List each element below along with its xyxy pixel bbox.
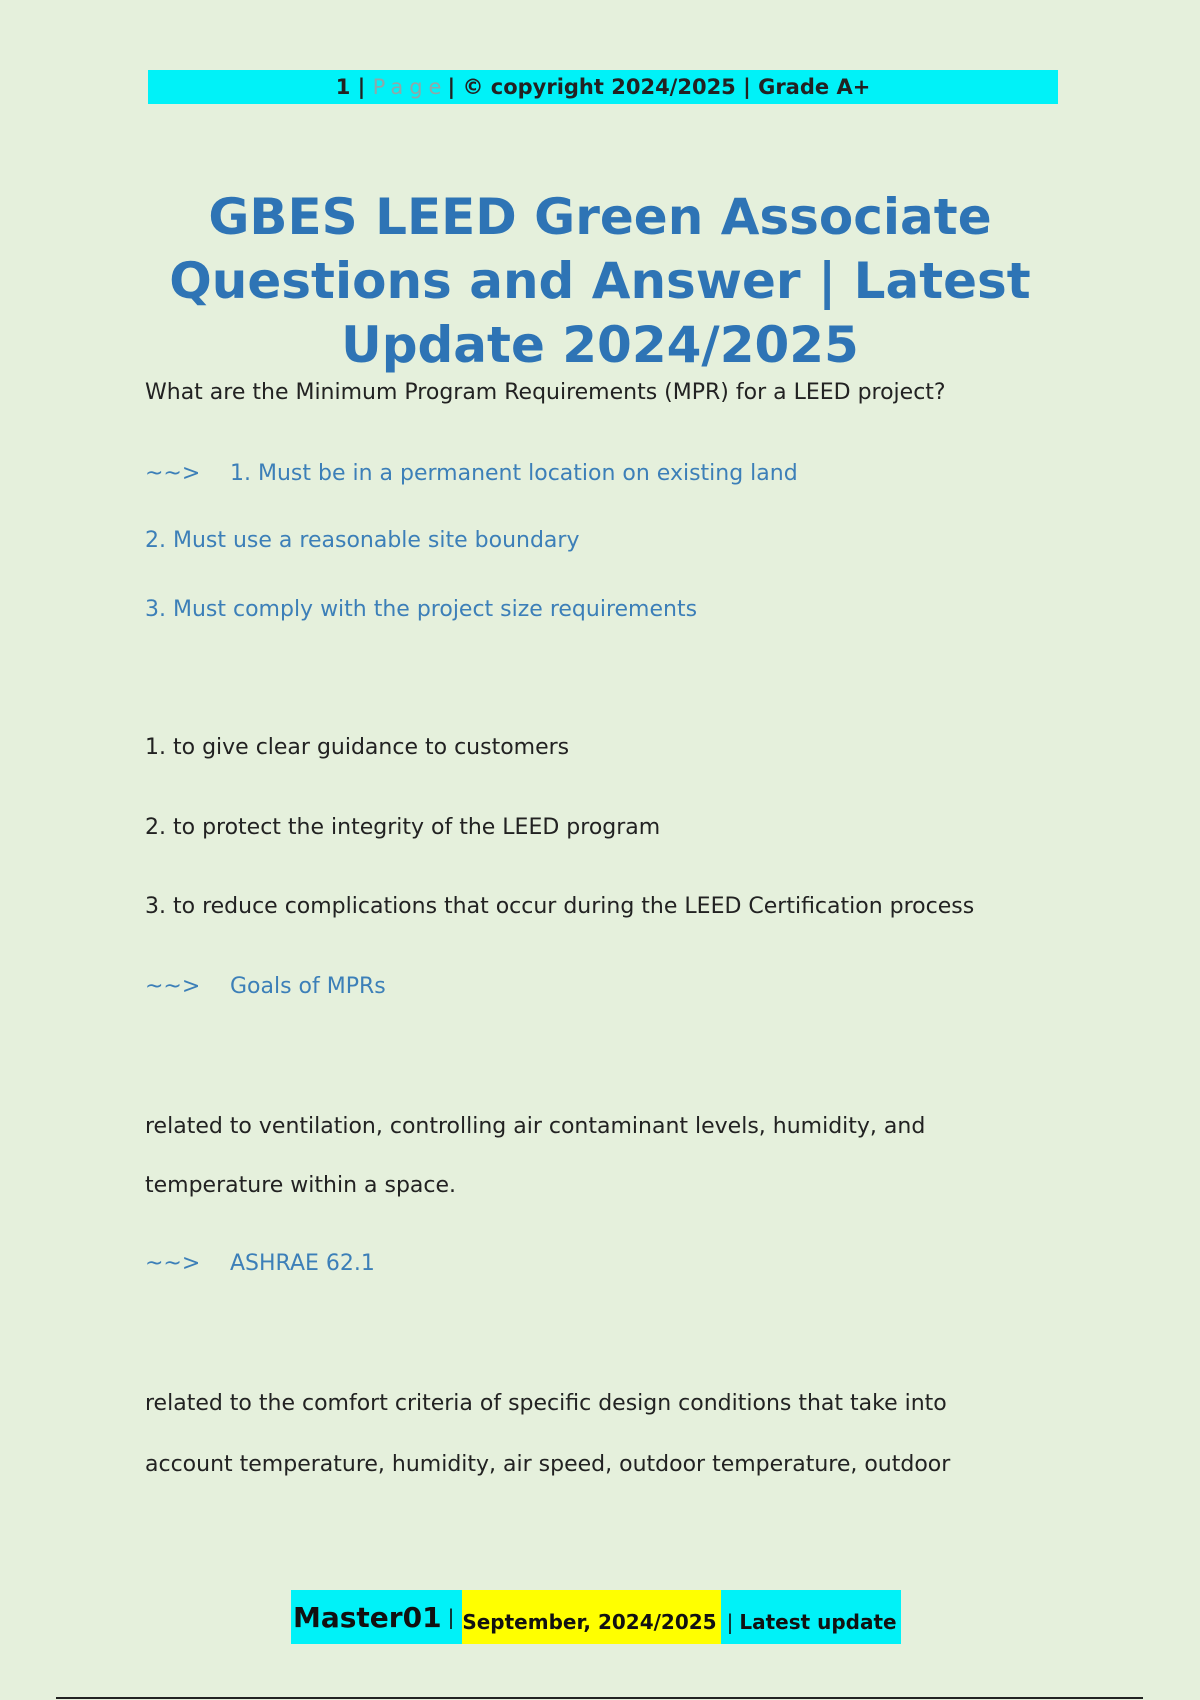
title-line: Update 2024/2025 — [341, 316, 859, 374]
page-title — [100, 185, 1100, 377]
question-line: account temperature, humidity, air speed, outdoor temperature, outdoor — [145, 1452, 951, 1477]
answer-text — [145, 461, 798, 486]
answer-text — [145, 1251, 375, 1276]
footer-author: Master01 — [293, 1600, 442, 1634]
question-line: related to the comfort criteria of specific design conditions that take into — [145, 1391, 947, 1416]
question-line: 3. to reduce complications that occur during the LEED Certification process — [145, 894, 975, 919]
footer-date: September, 2024/2025 — [462, 1610, 717, 1634]
arrow-marker: ~~> — [145, 461, 201, 486]
question-line: 2. to protect the integrity of the LEED program — [145, 815, 661, 840]
copyright: © copyright 2024/2025 — [462, 75, 736, 99]
separator: | — [447, 1605, 455, 1629]
answer-line: 1. Must be in a permanent location on existing land — [230, 461, 798, 486]
answer-line: 3. Must comply with the project size requirements — [145, 597, 698, 622]
question-line: 1. to give clear guidance to customers — [145, 735, 570, 760]
arrow-marker: ~~> — [145, 974, 201, 999]
page-number: 1 — [335, 75, 351, 99]
answer-text — [145, 974, 386, 999]
page-footer-banner — [291, 1590, 901, 1644]
answer-line: 2. Must use a reasonable site boundary — [145, 528, 580, 553]
question-line: temperature within a space. — [145, 1173, 457, 1198]
title-line: Questions and Answer | Latest — [169, 252, 1031, 310]
question-text: What are the Minimum Program Requirements (MPR) for a LEED project? — [145, 380, 946, 405]
arrow-marker: ~~> — [145, 1251, 201, 1276]
answer-line: ASHRAE 62.1 — [230, 1251, 375, 1276]
question-line: related to ventilation, controlling air contaminant levels, humidity, and — [145, 1114, 926, 1139]
title-line: GBES LEED Green Associate — [208, 188, 992, 246]
footer-status: Latest update — [739, 1610, 897, 1634]
bottom-rule — [56, 1697, 1143, 1699]
answer-line: Goals of MPRs — [230, 974, 386, 999]
separator: | — [726, 1610, 734, 1634]
grade: Grade A+ — [758, 75, 871, 99]
page-header-banner: 1 | Page| © copyright 2024/2025 | Grade A+ — [148, 70, 1058, 104]
page-label: Page — [372, 75, 448, 99]
